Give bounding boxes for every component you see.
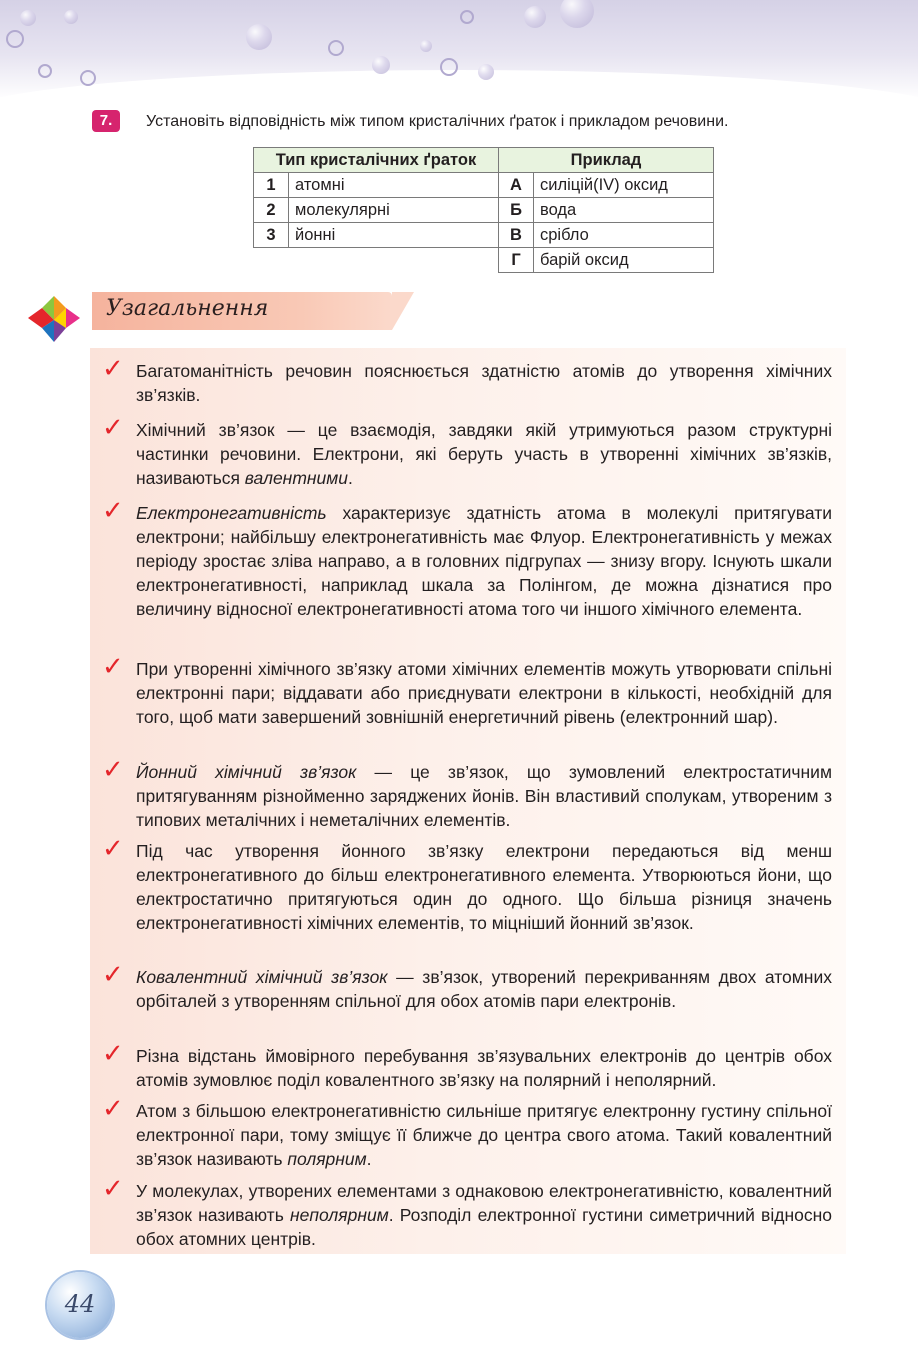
- table-header-left: Тип кристалічних ґраток: [254, 148, 499, 173]
- task-number-badge: 7.: [92, 110, 120, 132]
- table-row: [254, 248, 714, 273]
- row-letter: Г: [499, 248, 534, 273]
- term-italic: Йонний хімічний зв’язок: [136, 762, 357, 782]
- task-7: [92, 110, 852, 136]
- list-item-text: [136, 1046, 832, 1090]
- list-item-text: [136, 1181, 832, 1249]
- term-italic: валентними: [244, 468, 348, 488]
- check-icon: ✓: [102, 1094, 124, 1124]
- term-italic: Електронегативність: [136, 503, 327, 523]
- list-item-text: [136, 361, 832, 405]
- text-run: Різна відстань ймовірного перебування зв’язувальних електронів до центрів обох атомів зумовлює поділ ковалентного зв’язку на полярний і неполярний.: [136, 1046, 832, 1090]
- section-header: [92, 292, 392, 330]
- term-italic: полярним: [287, 1149, 367, 1169]
- list-item: [102, 755, 832, 832]
- list-item: [102, 960, 832, 1013]
- row-example: барій оксид: [534, 248, 714, 273]
- check-icon: ✓: [102, 496, 124, 526]
- text-run: . Розподіл електронної густини симетричний відносно обох атомних центрів.: [136, 1205, 832, 1249]
- check-icon: ✓: [102, 834, 124, 864]
- header-decoration: [0, 0, 918, 100]
- page-number-badge: [47, 1272, 113, 1338]
- row-letter: В: [499, 223, 534, 248]
- check-icon: ✓: [102, 652, 124, 682]
- page-number: 44: [64, 1290, 96, 1318]
- row-number: 2: [254, 198, 289, 223]
- check-icon: ✓: [102, 960, 124, 990]
- task-text: Установіть відповідність між типом кристалічних ґраток і прикладом речовини.: [146, 113, 729, 130]
- text-run: При утворенні хімічного зв’язку атоми хімічних елементів можуть утворювати спільні електронні пари; віддавати або приєднувати електрони в кількості, необхідній для того, щоб мати завершений зовнішній енергетичний рівень (електронний шар).: [136, 659, 832, 727]
- list-item: [102, 652, 832, 729]
- row-example: срібло: [534, 223, 714, 248]
- list-item: [102, 1039, 832, 1092]
- row-text: йонні: [289, 223, 499, 248]
- list-item-text: [136, 1101, 832, 1169]
- list-item: [102, 1174, 832, 1251]
- row-number: 3: [254, 223, 289, 248]
- check-icon: ✓: [102, 1039, 124, 1069]
- list-item-text: [136, 762, 832, 830]
- table-row: [254, 223, 714, 248]
- text-run: Під час утворення йонного зв’язку електрони передаються від менш електронегативного до більш електронегативного елемента. Утворюються йони, що електростатично притягуються один до одного. Що більша різниця значень електронегативності хімічних елементів, то міцніший йонний зв’язок.: [136, 841, 832, 933]
- term-italic: Ковалентний хімічний зв’язок: [136, 967, 388, 987]
- row-text: атомні: [289, 173, 499, 198]
- row-letter: Б: [499, 198, 534, 223]
- text-run: .: [348, 468, 353, 488]
- row-number: 1: [254, 173, 289, 198]
- text-run: Атом з більшою електронегативністю сильніше притягує електронну густину спільної електронної пари, тому зміщує її ближче до центра свого атома. Такий ковалентний зв’язок називають: [136, 1101, 832, 1169]
- list-item: [102, 354, 832, 407]
- row-letter: А: [499, 173, 534, 198]
- text-run: Багатоманітність речовин пояснюється здатністю атомів до утворення хімічних зв’язків.: [136, 361, 832, 405]
- row-text: молекулярні: [289, 198, 499, 223]
- list-item: [102, 834, 832, 935]
- text-run: — зв’язок, утворений перекриванням двох атомних орбіталей з утворенням спільної для обох атомів пари електронів.: [136, 967, 832, 1011]
- text-run: — це зв’язок, що зумовлений електростатичним притягуванням різнойменно заряджених йонів. Він властивий сполукам, утвореним з типових металічних і неметалічних елементів.: [136, 762, 832, 830]
- text-run: У молекулах, утворених елементами з однаковою електронегативністю, ковалентний зв’язок називають: [136, 1181, 832, 1225]
- list-item: [102, 1094, 832, 1171]
- table-header-right: Приклад: [499, 148, 714, 173]
- summary-list: [90, 348, 846, 1254]
- list-item-text: [136, 420, 832, 488]
- text-run: характеризує здатність атома в молекулі притягувати електрони; найбільшу електронегативність має Флуор. Електронегативність у межах періоду зростає зліва направо, а в головних підгрупах — знизу вгору. Існують шкали електронегативності, наприклад шкала за Полінгом, де можна дізнатися про величину відносної електронегативності атома того чи іншого хімічного елемента.: [136, 503, 832, 619]
- matching-table: [253, 147, 714, 273]
- check-icon: ✓: [102, 1174, 124, 1204]
- list-item-text: [136, 841, 832, 933]
- row-example: вода: [534, 198, 714, 223]
- check-icon: ✓: [102, 354, 124, 384]
- check-icon: ✓: [102, 413, 124, 443]
- row-example: силіцій(IV) оксид: [534, 173, 714, 198]
- list-item: [102, 413, 832, 490]
- list-item-text: [136, 503, 832, 619]
- list-item-text: [136, 967, 832, 1011]
- term-italic: неполярним: [290, 1205, 389, 1225]
- section-logo-icon: [26, 294, 82, 344]
- list-item: [102, 496, 832, 621]
- section-title: Узагальнення: [106, 296, 269, 321]
- text-run: .: [366, 1149, 372, 1169]
- table-row: [254, 198, 714, 223]
- check-icon: ✓: [102, 755, 124, 785]
- table-row: [254, 173, 714, 198]
- text-run: Хімічний зв’язок — це взаємодія, завдяки якій утримуються разом структурні частинки речовини. Електрони, які беруть участь в утворенні хімічних зв’язків, називаються: [136, 420, 832, 488]
- list-item-text: [136, 659, 832, 727]
